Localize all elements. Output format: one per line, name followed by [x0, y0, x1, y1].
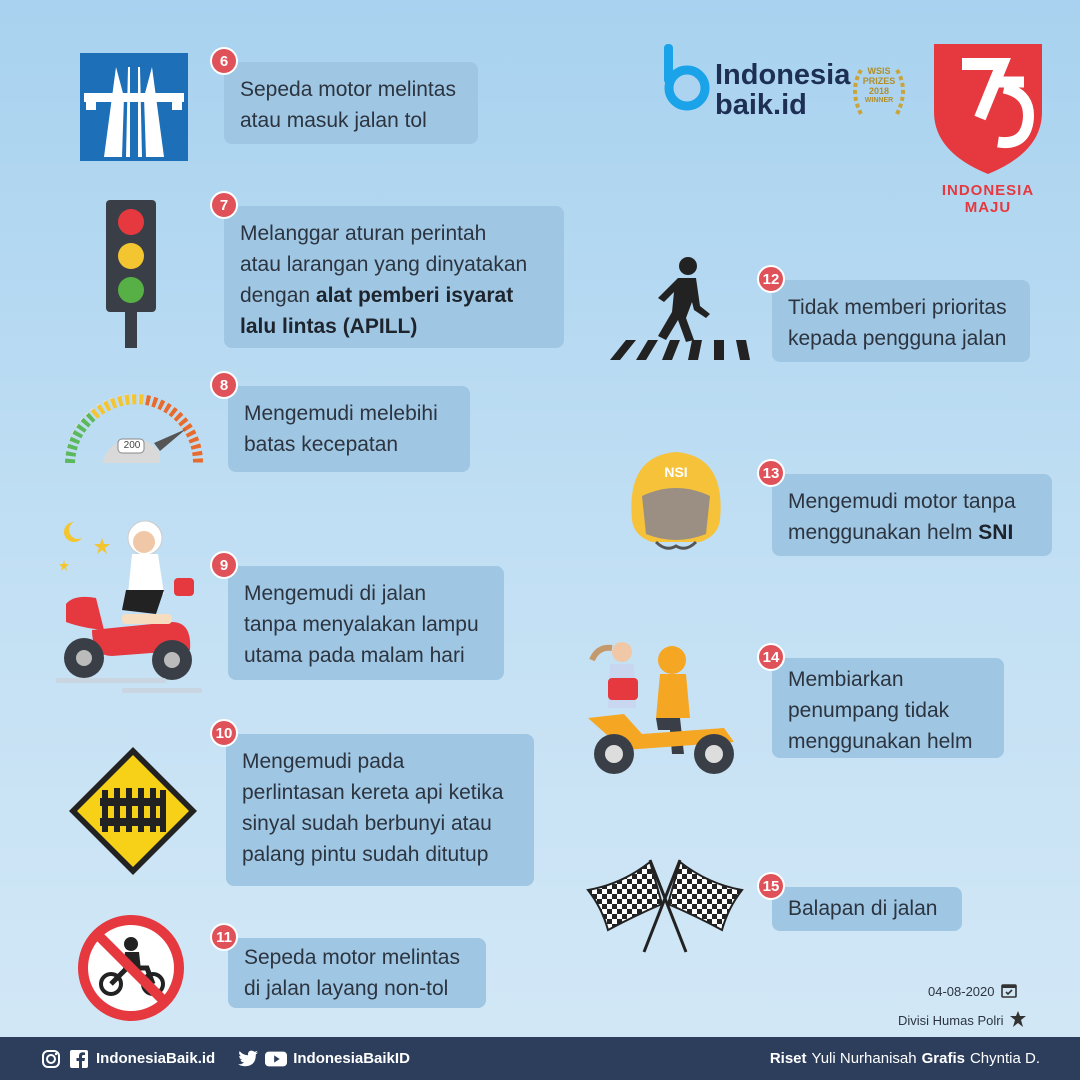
item-number-11: 11 [210, 923, 238, 951]
police-emblem-icon [1009, 1010, 1027, 1031]
award-year: 2018 [868, 86, 890, 96]
item-6-line1: Sepeda motor melintas [240, 78, 456, 101]
item-9-line2: tanpa menyalakan lampu [244, 613, 479, 636]
toll-road-sign-icon [80, 53, 188, 166]
traffic-light-icon [106, 200, 156, 355]
award-line2: PRIZES [862, 76, 896, 86]
no-motorcycle-sign-icon [77, 914, 185, 1027]
item-number-15: 15 [757, 872, 785, 900]
item-card-14 [772, 658, 1004, 758]
item-7-line3: dengan alat pemberi isyarat [240, 284, 514, 307]
calendar-icon [1001, 982, 1017, 1001]
item-card-6 [224, 62, 478, 144]
item-7-line2: atau larangan yang dinyatakan [240, 253, 528, 276]
indonesiabaik-logo [660, 42, 710, 119]
riset-label: Riset [769, 1050, 807, 1067]
handle-right[interactable]: IndonesiaBaikID [293, 1050, 410, 1067]
item-number-8: 8 [210, 371, 238, 399]
brand-name: Indonesia baik.id [715, 59, 851, 121]
item-12-line2: kepada pengguna jalan [788, 327, 1007, 350]
facebook-icon[interactable] [68, 1048, 90, 1070]
item-card-15 [772, 887, 962, 931]
source-text: Divisi Humas Polri [898, 1013, 1004, 1028]
item-number-7: 7 [210, 191, 238, 219]
youtube-icon[interactable] [265, 1048, 287, 1070]
item-card-8 [228, 386, 470, 472]
item-9-line3: utama pada malam hari [244, 644, 465, 667]
publish-date [928, 982, 1017, 1001]
helmet-label: NSI [664, 464, 688, 480]
item-number-6: 6 [210, 47, 238, 75]
item-number-13: 13 [757, 459, 785, 487]
item-number-10: 10 [210, 719, 238, 747]
item-number-12: 12 [757, 265, 785, 293]
item-8-line1: Mengemudi melebihi [244, 402, 438, 425]
source-credit [898, 1010, 1027, 1031]
handle-left[interactable]: IndonesiaBaik.id [96, 1050, 216, 1067]
item-7-line4: lalu lintas (APILL) [240, 315, 418, 338]
item-10-line1: Mengemudi pada [242, 750, 405, 773]
item-13-line1: Mengemudi motor tanpa [788, 490, 1016, 513]
item-14-line1: Membiarkan [788, 668, 904, 691]
item-number-14: 14 [757, 643, 785, 671]
item-card-10 [226, 734, 534, 886]
publish-date-text: 04-08-2020 [928, 984, 995, 999]
footer-bar [0, 1037, 1080, 1080]
item-13-line2: menggunakan helm SNI [788, 521, 1014, 544]
item-card-9 [228, 566, 504, 680]
anniversary-75-logo [932, 42, 1044, 181]
award-status: WINNER [864, 97, 894, 104]
item-15-line1: Balapan di jalan [788, 897, 938, 920]
social-left [40, 1048, 215, 1070]
item-number-9: 9 [210, 551, 238, 579]
item-9-line1: Mengemudi di jalan [244, 582, 427, 605]
item-11-line1: Sepeda motor melintas [244, 946, 460, 969]
item-10-line4: palang pintu sudah ditutup [242, 843, 489, 866]
item-6-line2: atau masuk jalan tol [240, 109, 427, 132]
credits [770, 1050, 1040, 1067]
item-14-line2: penumpang tidak [788, 699, 950, 722]
item-11-line2: di jalan layang non-tol [244, 977, 449, 1000]
railway-crossing-sign-icon [66, 744, 200, 883]
anniversary-text: INDONESIA MAJU [941, 182, 1035, 216]
scooter-rider-night-icon [52, 510, 212, 705]
item-card-11 [228, 938, 486, 1008]
item-10-line3: sinyal sudah berbunyi atau [242, 812, 492, 835]
item-12-line1: Tidak memberi prioritas [788, 296, 1007, 319]
grafis-label: Grafis [921, 1050, 965, 1067]
wsis-award-badge [847, 60, 911, 124]
item-14-line3: menggunakan helm [788, 730, 973, 753]
speedometer-icon [64, 393, 204, 470]
item-7-line1: Melanggar aturan perintah [240, 222, 487, 245]
item-8-line2: batas kecepatan [244, 433, 399, 456]
item-card-13 [772, 474, 1052, 556]
pedestrian-crossing-icon [606, 256, 752, 369]
checkered-flags-icon [582, 854, 748, 959]
award-line1: WSIS [867, 66, 891, 76]
riset-name: Yuli Nurhanisah [811, 1050, 917, 1067]
helmet-icon [626, 450, 726, 559]
motorbike-passenger-icon [584, 638, 744, 783]
social-right [237, 1048, 410, 1070]
twitter-icon[interactable] [237, 1048, 259, 1070]
item-card-12 [772, 280, 1030, 362]
item-10-line2: perlintasan kereta api ketika [242, 781, 504, 804]
gauge-readout: 200 [123, 440, 141, 451]
item-card-7 [224, 206, 564, 348]
instagram-icon[interactable] [40, 1048, 62, 1070]
grafis-name: Chyntia D. [969, 1050, 1040, 1067]
